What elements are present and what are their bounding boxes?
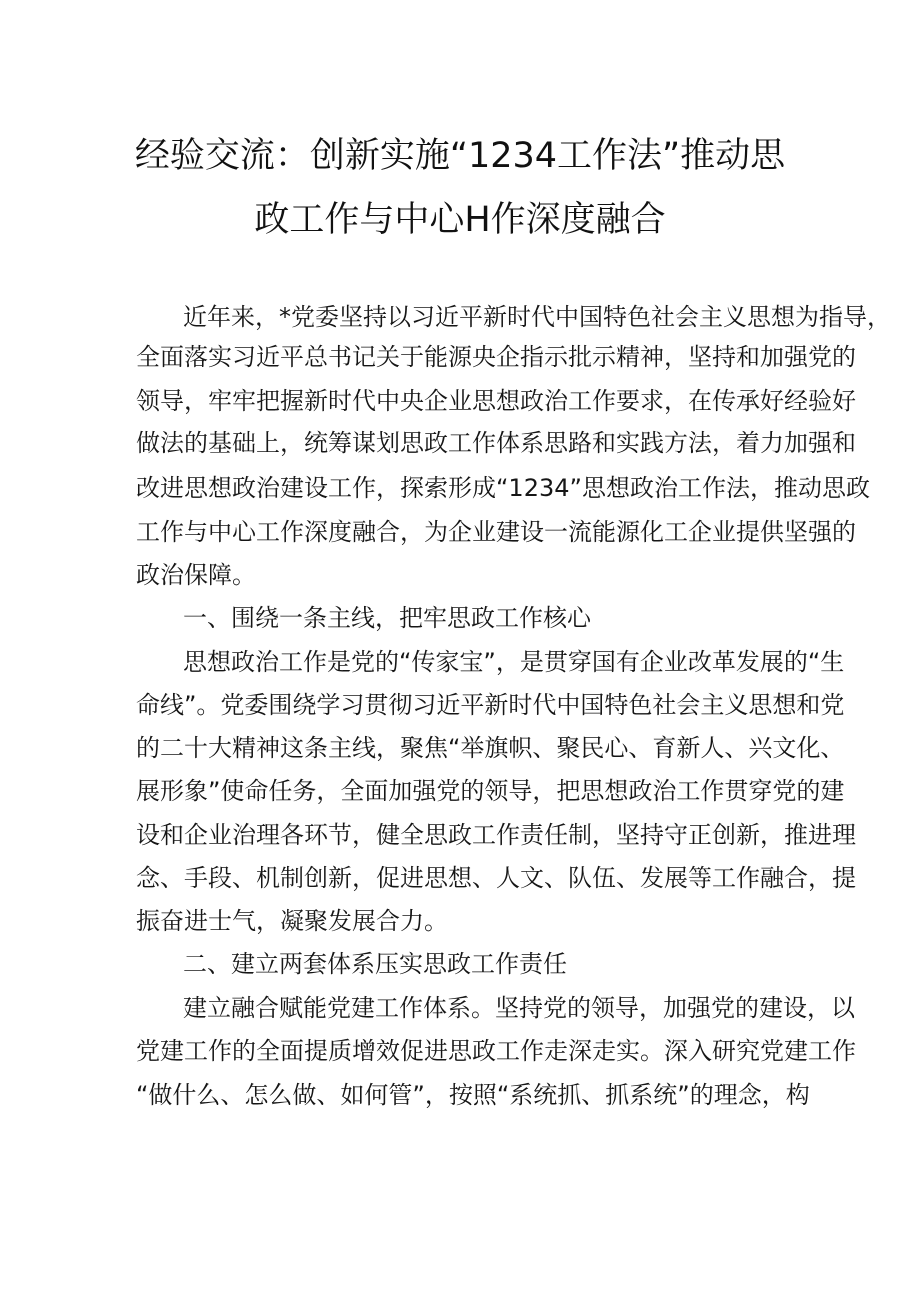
paragraph-1-line-1: 近年来，*党委坚持以习近平新时代中国特色社会主义思想为指导， [183,303,891,331]
paragraph-1-line-5: 改进思想政治建设工作，探索形成“1234”思想政治工作法，推动思政 [136,474,870,502]
paragraph-1-line-4: 做法的基础上，统筹谋划思政工作体系思路和实践方法，着力加强和 [136,429,856,457]
paragraph-2-line-7: 振奋进士气，凝聚发展合力。 [136,907,448,935]
paragraph-1-line-6: 工作与中心工作深度融合，为企业建设一流能源化工企业提供坚强的 [136,518,856,546]
paragraph-2-line-6: 念、手段、机制创新，促进思想、人文、队伍、发展等工作融合，提 [136,864,856,892]
section-heading-1: 一、围绕一条主线，把牢思政工作核心 [183,604,591,632]
paragraph-1-line-2: 全面落实习近平总书记关于能源央企指示批示精神，坚持和加强党的 [136,343,856,371]
paragraph-2-line-5: 设和企业治理各环节，健全思政工作责任制，坚持守正创新，推进理 [136,821,856,849]
paragraph-2-line-4: 展形象”使命任务，全面加强党的领导，把思想政治工作贯穿党的建 [136,777,845,805]
section-heading-2: 二、建立两套体系压实思政工作责任 [183,950,567,978]
paragraph-3-line-1: 建立融合赋能党建工作体系。坚持党的领导，加强党的建设，以 [183,994,855,1022]
paragraph-3-line-2: 党建工作的全面提质增效促进思政工作走深走实。深入研究党建工作 [136,1037,856,1065]
paragraph-3-line-3: “做什么、怎么做、如何管”，按照“系统抓、抓系统”的理念，构 [136,1081,810,1109]
paragraph-1-line-3: 领导，牢牢把握新时代中央企业思想政治工作要求，在传承好经验好 [136,387,856,415]
paragraph-1-line-7: 政治保障。 [136,561,256,589]
paragraph-2-line-2: 命线”。党委围绕学习贯彻习近平新时代中国特色社会主义思想和党 [136,691,845,719]
document-title-line-1: 经验交流：创新实施“1234工作法”推动思 [134,136,786,176]
document-title-line-2: 政工作与中心H作深度融合 [254,200,666,240]
paragraph-2-line-3: 的二十大精神这条主线，聚焦“举旗帜、聚民心、育新人、兴文化、 [136,734,845,762]
paragraph-2-line-1: 思想政治工作是党的“传家宝”，是贯穿国有企业改革发展的“生 [183,648,845,676]
